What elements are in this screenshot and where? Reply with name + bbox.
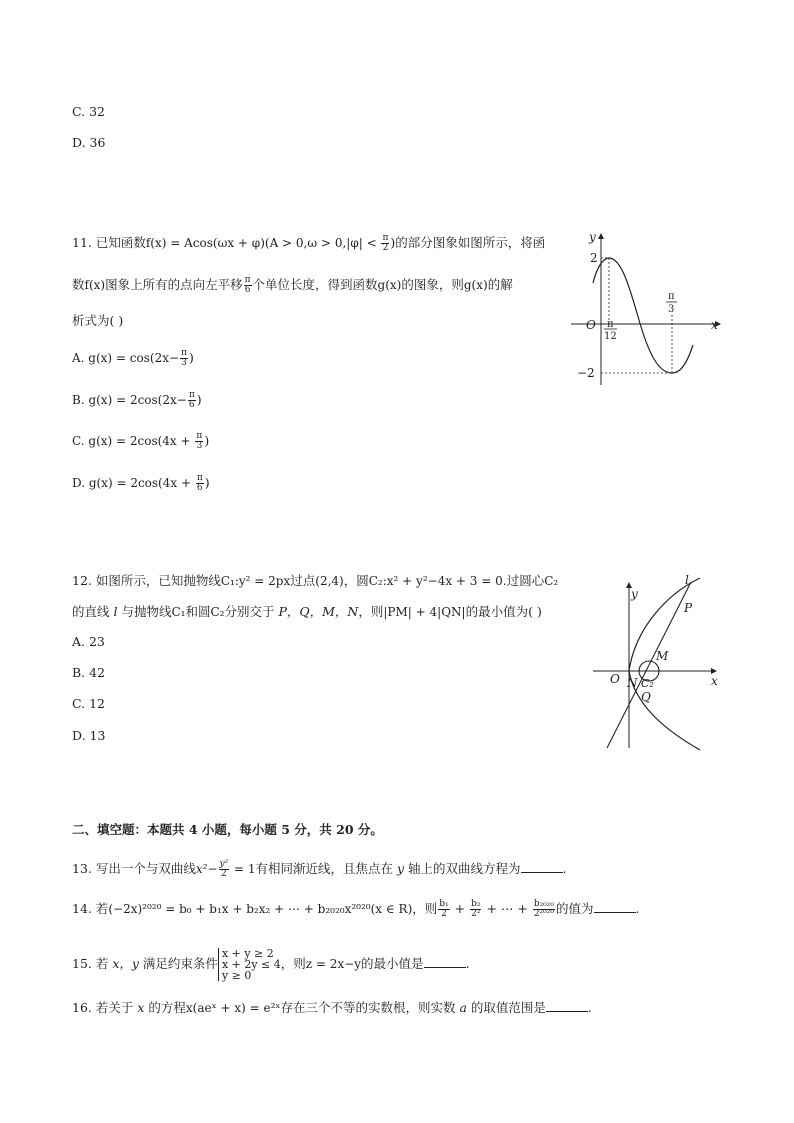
tick-label-pi12-den: 12 <box>604 331 617 342</box>
q11-stem-line3: 析式为( ) <box>72 313 124 328</box>
q12-parabola-graph <box>585 570 725 755</box>
q12-option-c: C. 12 <box>72 696 105 711</box>
line-l <box>607 582 691 748</box>
q11-fraction-pi-2: $\frac{\pi}{2}$ <box>382 233 389 253</box>
q12-option-d: D. 13 <box>72 728 106 743</box>
q12-stem-line2: 的直线 l 与抛物线C₁和圆C₂分别交于 P，Q，M，N，则|PM| + 4|QN|的最小值为( ) <box>72 604 542 619</box>
q11-function: f(x) = Acos(ωx + φ)(A > 0,ω > 0,|φ| < <box>145 236 381 250</box>
y-axis-label: y <box>589 230 596 244</box>
tick-label-pi3-num: π <box>668 291 675 302</box>
q16-stem: 16. 若关于 x 的方程x(aeˣ + x) = e²ˣ存在三个不等的实数根，则实数 a 的取值范围是 . <box>72 1000 592 1015</box>
point-m-label: M <box>656 649 669 663</box>
q11-option-b: B. g(x) = 2cos(2x− $\frac{\pi}{6}$ ) <box>72 390 202 410</box>
point-p-label: P <box>684 601 693 615</box>
tick-label-neg2: −2 <box>577 366 595 380</box>
tick-label-2: 2 <box>590 251 598 265</box>
tick-label-pi3-den: 3 <box>668 304 675 315</box>
q12-option-a: A. 23 <box>72 634 105 649</box>
q14-answer-blank <box>594 900 636 913</box>
y-axis-arrow <box>598 233 604 239</box>
q10-option-d: D. 36 <box>72 135 106 150</box>
q15-stem: 15. 若 x，y 满足约束条件 x + y ≥ 2 x + 2y ≤ 4 y ≥ 0 ，则z = 2x−y的最小值是 . <box>72 947 470 982</box>
q13-answer-blank <box>521 860 563 873</box>
q11-text: 11. 已知函数 <box>72 235 146 250</box>
point-q-label: Q <box>641 690 651 704</box>
q11-cosine-graph <box>565 225 730 390</box>
q14-stem: 14. 若(−2x)²⁰²⁰ = b₀ + b₁x + b₂x₂ + ⋯ + b₂₀₂₀x²⁰²⁰(x ∈ R)，则 $\frac{\text{b₁}}{2}$ + $\frac{\text{b₂}}{\text{2²}}$ + ⋯ + $\frac{\text{b₂₀₂₀}}{\text{2²⁰²⁰}}$ 的值为 . <box>72 899 640 919</box>
q15-answer-blank <box>424 955 466 968</box>
q11-stem-line1 <box>72 234 545 253</box>
q16-answer-blank <box>546 999 588 1012</box>
line-l-label: l <box>685 573 689 587</box>
q11-option-d: D. g(x) = 2cos(4x + $\frac{\pi}{6}$ ) <box>72 473 210 493</box>
cosine-curve <box>593 258 693 373</box>
q11-text: )的部分图象如图所示，将函 <box>390 235 546 250</box>
section-title-fill-in: 二、填空题：本题共 4 小题，每小题 5 分，共 20 分。 <box>72 822 383 837</box>
q11-option-c: C. g(x) = 2cos(4x + $\frac{\pi}{3}$ ) <box>72 431 210 451</box>
q13-stem: 13. 写出一个与双曲线x²− $\frac{\text{y²}}{2}$ = 1有相同渐近线，且焦点在 y 轴上的双曲线方程为 . <box>72 859 567 879</box>
point-n-label: N <box>627 676 638 690</box>
q11-fraction-pi-6: $\frac{\pi}{6}$ <box>244 275 251 295</box>
q10-option-c: C. 32 <box>72 104 105 119</box>
q11-stem-line2: 数f(x)图象上所有的点向左平移 $\frac{\pi}{6}$ 个单位长度，得到函数g(x)的图象，则g(x)的解 <box>72 275 513 295</box>
center-c2-label: C₂ <box>641 677 654 690</box>
q11-option-a: A. g(x) = cos(2x− $\frac{\pi}{3}$ ) <box>72 348 194 368</box>
q12-option-b: B. 42 <box>72 665 106 680</box>
x-axis-label: x <box>711 318 718 332</box>
x-axis-label: x <box>711 674 718 688</box>
origin-label: O <box>610 672 620 686</box>
tick-label-pi12-num: π <box>607 319 614 330</box>
q12-stem-line1: 12. 如图所示，已知抛物线C₁:y² = 2px过点(2,4)，圆C₂:x² + y²−4x + 3 = 0.过圆心C₂ <box>72 573 559 588</box>
q15-constraint-system: x + y ≥ 2 x + 2y ≤ 4 y ≥ 0 <box>218 948 281 981</box>
origin-label: O <box>586 318 596 332</box>
y-axis-label: y <box>631 587 638 601</box>
